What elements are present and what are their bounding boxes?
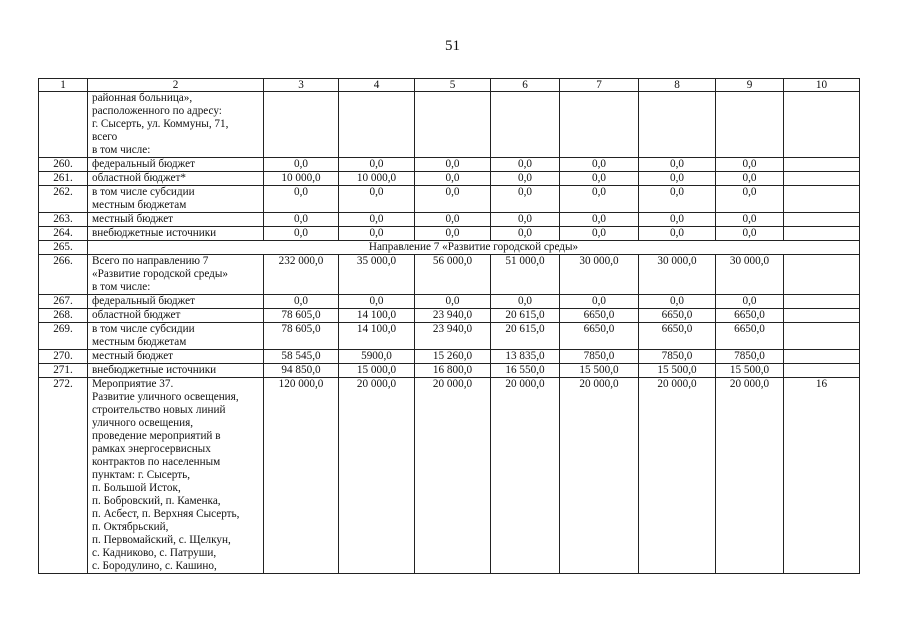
cell-value: 30 000,0 [560,255,639,295]
row-label: местный бюджет [88,350,264,364]
cell-col10 [784,255,860,295]
table-row [39,213,860,227]
cell-value: 6650,0 [560,323,639,350]
cell-col10 [784,227,860,241]
cell-value: 0,0 [639,227,716,241]
row-number: 271. [39,364,88,378]
table-row [39,186,860,213]
cell-value: 0,0 [491,186,560,213]
cell-value [639,92,716,158]
cell-col10: 16 [784,378,860,574]
cell-col10 [784,295,860,309]
row-label: в том числе субсидии местным бюджетам [88,186,264,213]
cell-value: 30 000,0 [639,255,716,295]
cell-value: 7850,0 [560,350,639,364]
column-header: 5 [415,79,491,92]
cell-col10 [784,309,860,323]
cell-value [339,92,415,158]
cell-value: 0,0 [560,295,639,309]
cell-value: 0,0 [415,172,491,186]
cell-value: 94 850,0 [264,364,339,378]
cell-value: 0,0 [491,295,560,309]
cell-value [491,92,560,158]
cell-value: 20 000,0 [491,378,560,574]
row-number: 272. [39,378,88,574]
cell-value: 0,0 [339,158,415,172]
cell-value: 0,0 [264,158,339,172]
cell-value: 5900,0 [339,350,415,364]
column-header: 9 [716,79,784,92]
cell-value: 6650,0 [716,309,784,323]
table-row [39,92,860,158]
table-row [39,158,860,172]
row-number: 262. [39,186,88,213]
cell-value: 16 800,0 [415,364,491,378]
page-number: 51 [445,38,460,54]
cell-value: 14 100,0 [339,309,415,323]
cell-value: 35 000,0 [339,255,415,295]
cell-value: 0,0 [491,213,560,227]
cell-value: 10 000,0 [264,172,339,186]
cell-value: 23 940,0 [415,323,491,350]
cell-value: 78 605,0 [264,309,339,323]
row-number [39,92,88,158]
cell-value: 0,0 [716,213,784,227]
cell-col10 [784,186,860,213]
cell-value: 20 615,0 [491,323,560,350]
cell-value: 15 500,0 [560,364,639,378]
cell-value: 20 000,0 [716,378,784,574]
cell-col10 [784,213,860,227]
cell-value: 20 000,0 [560,378,639,574]
section-title: Направление 7 «Развитие городской среды» [88,241,860,255]
cell-value: 0,0 [716,172,784,186]
cell-value: 0,0 [415,186,491,213]
row-label: федеральный бюджет [88,295,264,309]
cell-value: 20 000,0 [339,378,415,574]
cell-value: 0,0 [339,295,415,309]
cell-value: 0,0 [560,213,639,227]
row-label: в том числе субсидии местным бюджетам [88,323,264,350]
cell-value: 0,0 [560,186,639,213]
table-row [39,350,860,364]
cell-value: 58 545,0 [264,350,339,364]
header-row [39,79,860,92]
cell-value: 0,0 [415,158,491,172]
row-number: 266. [39,255,88,295]
cell-value: 0,0 [415,213,491,227]
cell-value: 20 000,0 [639,378,716,574]
row-label: федеральный бюджет [88,158,264,172]
cell-col10 [784,92,860,158]
cell-value: 16 550,0 [491,364,560,378]
column-header: 3 [264,79,339,92]
cell-value: 15 260,0 [415,350,491,364]
cell-value: 0,0 [560,227,639,241]
cell-value: 51 000,0 [491,255,560,295]
row-label: внебюджетные источники [88,227,264,241]
cell-value: 15 000,0 [339,364,415,378]
row-label: Всего по направлению 7 «Развитие городской среды» в том числе: [88,255,264,295]
cell-value [716,92,784,158]
cell-value: 20 615,0 [491,309,560,323]
table-row [39,309,860,323]
cell-value: 14 100,0 [339,323,415,350]
row-label: областной бюджет* [88,172,264,186]
table-body [39,79,860,574]
row-number: 261. [39,172,88,186]
cell-col10 [784,323,860,350]
cell-value: 0,0 [339,213,415,227]
cell-value: 6650,0 [639,309,716,323]
row-label: Мероприятие 37. Развитие уличного освещения, строительство новых линий уличного освещения, проведение мероприятий в рамках энергосервисных контрактов по населенным пунктам: г. Сысерть, п. Большой Исток, п. Бобровский, п. Каменка, п. Асбест, п. Верхняя Сысерть, п. Октябрьский, п. Первомайский, с. Щелкун, с. Кадниково, с. Патруши, с. Бородулино, с. Кашино, [88,378,264,574]
table-row [39,364,860,378]
row-number: 265. [39,241,88,255]
column-header: 1 [39,79,88,92]
cell-value: 0,0 [639,186,716,213]
cell-value: 23 940,0 [415,309,491,323]
cell-col10 [784,172,860,186]
cell-value: 0,0 [491,158,560,172]
cell-value: 0,0 [639,158,716,172]
cell-value: 15 500,0 [716,364,784,378]
row-label: районная больница», расположенного по адресу: г. Сысерть, ул. Коммуны, 71, всего в том числе: [88,92,264,158]
column-header: 10 [784,79,860,92]
table-row [39,378,860,574]
column-header: 7 [560,79,639,92]
cell-value: 0,0 [639,295,716,309]
row-label: местный бюджет [88,213,264,227]
cell-value: 0,0 [716,186,784,213]
cell-value: 0,0 [491,172,560,186]
cell-col10 [784,364,860,378]
cell-value [415,92,491,158]
row-label: областной бюджет [88,309,264,323]
cell-value: 0,0 [639,172,716,186]
cell-value: 30 000,0 [716,255,784,295]
cell-value: 0,0 [415,295,491,309]
cell-value: 0,0 [339,227,415,241]
row-number: 263. [39,213,88,227]
column-header: 2 [88,79,264,92]
cell-value: 0,0 [264,186,339,213]
row-number: 270. [39,350,88,364]
cell-value: 7850,0 [716,350,784,364]
cell-value [264,92,339,158]
row-number: 267. [39,295,88,309]
cell-value: 0,0 [264,295,339,309]
cell-value: 0,0 [491,227,560,241]
cell-value: 0,0 [415,227,491,241]
table-row [39,255,860,295]
cell-value: 0,0 [560,172,639,186]
table-row [39,172,860,186]
row-number: 268. [39,309,88,323]
cell-value: 0,0 [639,213,716,227]
cell-value: 6650,0 [639,323,716,350]
cell-value: 0,0 [716,295,784,309]
budget-table [38,78,860,574]
cell-col10 [784,350,860,364]
cell-value: 15 500,0 [639,364,716,378]
row-number: 264. [39,227,88,241]
column-header: 8 [639,79,716,92]
table-row [39,227,860,241]
table-row [39,295,860,309]
table-row [39,323,860,350]
cell-value: 0,0 [339,186,415,213]
cell-value: 120 000,0 [264,378,339,574]
cell-value: 6650,0 [560,309,639,323]
cell-value: 13 835,0 [491,350,560,364]
cell-value: 0,0 [560,158,639,172]
row-number: 260. [39,158,88,172]
cell-value [560,92,639,158]
row-label: внебюджетные источники [88,364,264,378]
cell-value: 0,0 [264,227,339,241]
cell-value: 0,0 [716,227,784,241]
cell-value: 56 000,0 [415,255,491,295]
cell-value: 0,0 [716,158,784,172]
cell-value: 232 000,0 [264,255,339,295]
column-header: 6 [491,79,560,92]
cell-value: 10 000,0 [339,172,415,186]
cell-value: 78 605,0 [264,323,339,350]
section-row [39,241,860,255]
cell-value: 0,0 [264,213,339,227]
cell-col10 [784,158,860,172]
row-number: 269. [39,323,88,350]
cell-value: 20 000,0 [415,378,491,574]
cell-value: 7850,0 [639,350,716,364]
column-header: 4 [339,79,415,92]
cell-value: 6650,0 [716,323,784,350]
